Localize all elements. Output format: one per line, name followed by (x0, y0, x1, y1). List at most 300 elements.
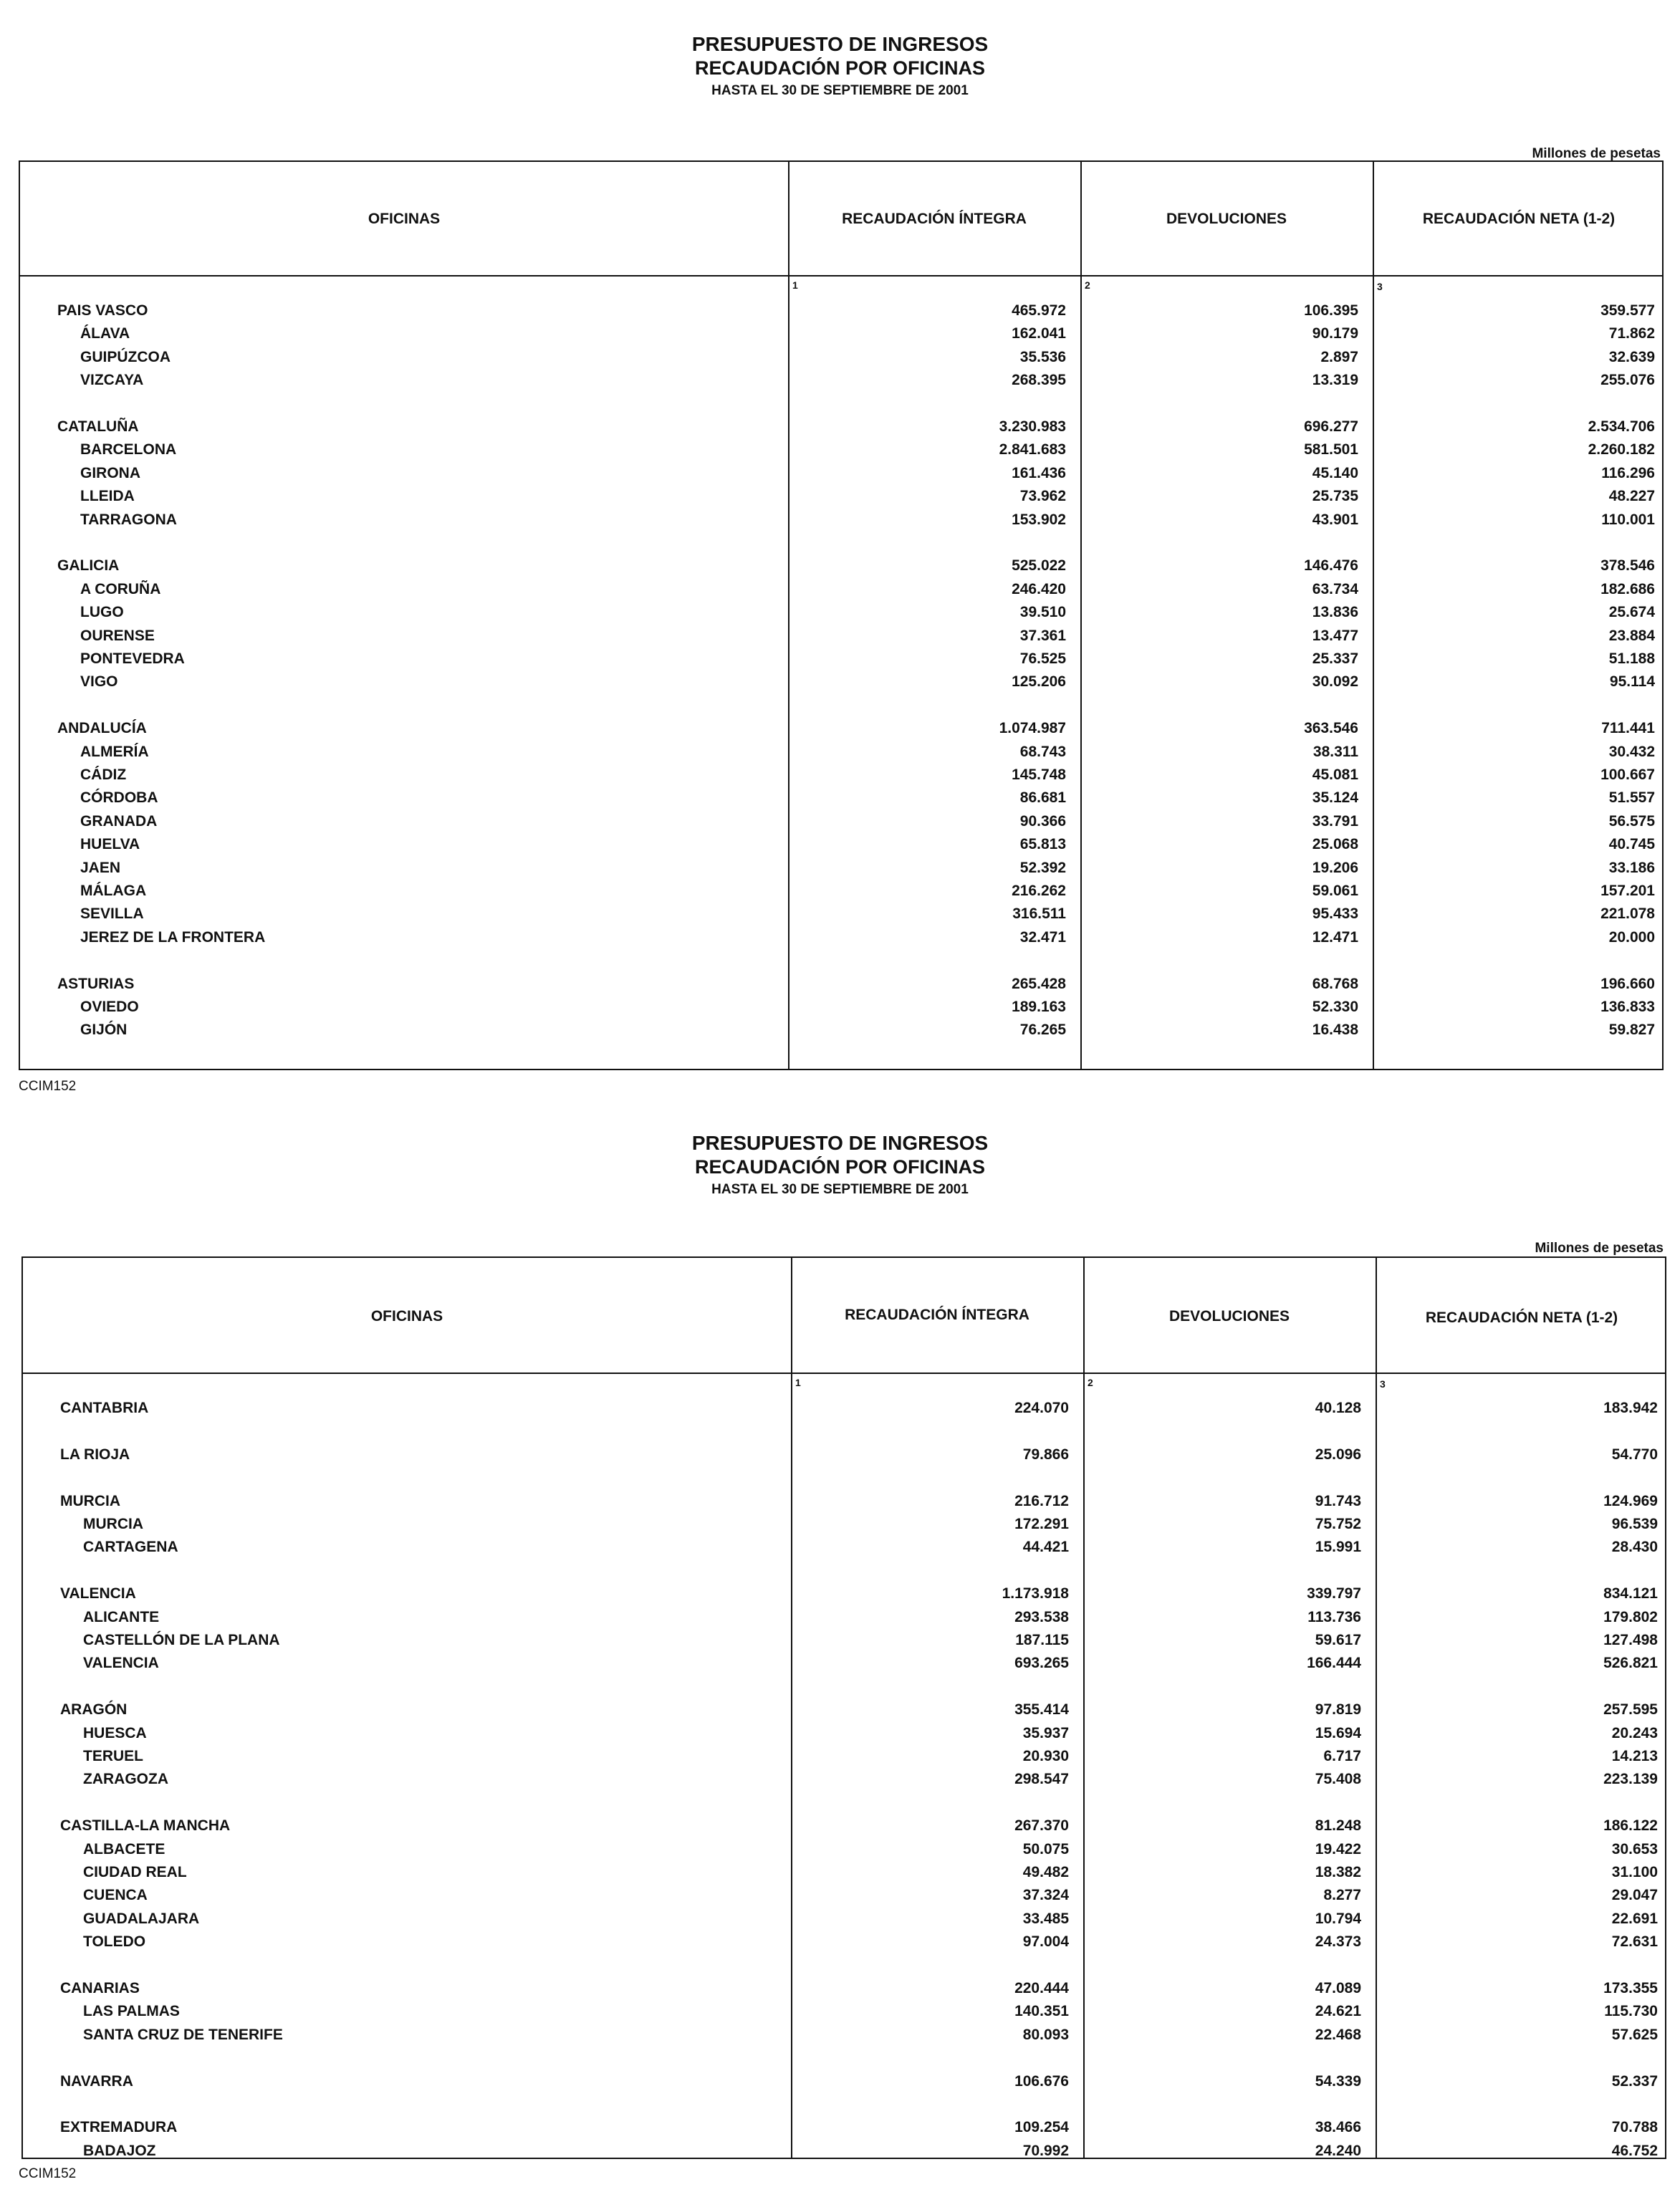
office-row (20, 929, 1662, 952)
net-revenue-value: 182.686 (1600, 580, 1655, 597)
refunds-value: 12.471 (1312, 928, 1358, 946)
report-date-line: HASTA EL 30 DE SEPTIEMBRE DE 2001 (711, 1182, 969, 1197)
report-section-2 (0, 1117, 1680, 2187)
refunds-value: 38.311 (1312, 743, 1358, 760)
office-name: CARTAGENA (83, 1539, 178, 1556)
column-number: 1 (792, 279, 798, 291)
office-row (23, 1539, 1665, 1562)
net-revenue-value: 257.595 (1603, 1701, 1658, 1719)
net-revenue-value: 95.114 (1609, 673, 1655, 691)
refunds-value: 113.736 (1307, 1608, 1361, 1625)
footer-code: CCIM152 (19, 1079, 77, 1094)
net-revenue-value: 22.691 (1611, 1910, 1658, 1927)
office-name: TARRAGONA (80, 511, 177, 528)
gross-revenue-value: 246.420 (1012, 580, 1066, 597)
office-name: SANTA CRUZ DE TENERIFE (83, 2026, 283, 2043)
office-row (20, 465, 1662, 488)
refunds-value: 18.382 (1315, 1864, 1361, 1880)
gross-revenue-value: 37.361 (1019, 627, 1066, 644)
net-revenue-value: 71.862 (1608, 325, 1655, 342)
refunds-value: 25.068 (1312, 836, 1358, 853)
office-row (20, 372, 1662, 395)
refunds-value: 30.092 (1312, 673, 1358, 691)
office-row (20, 349, 1662, 372)
header-refunds: DEVOLUCIONES (1168, 1308, 1290, 1325)
office-name: CIUDAD REAL (83, 1864, 187, 1880)
refunds-value: 8.277 (1323, 1887, 1361, 1904)
gross-revenue-value: 293.538 (1014, 1608, 1069, 1625)
office-row (20, 766, 1662, 789)
office-name: ALMERÍA (80, 743, 149, 760)
gross-revenue-value: 355.414 (1014, 1701, 1069, 1719)
office-name: VIZCAYA (80, 372, 144, 389)
refunds-value: 68.768 (1312, 975, 1358, 992)
header-divider (20, 275, 1662, 277)
office-name: GRANADA (80, 812, 158, 830)
gross-revenue-value: 79.866 (1022, 1446, 1069, 1463)
net-revenue-value: 28.430 (1611, 1539, 1658, 1556)
net-revenue-value: 70.788 (1611, 2119, 1658, 2136)
net-revenue-value: 96.539 (1611, 1516, 1658, 1532)
net-revenue-value: 378.546 (1600, 557, 1655, 575)
office-name: ÁLAVA (80, 325, 130, 342)
office-name: CÁDIZ (80, 766, 127, 783)
row-spacer (23, 1678, 1665, 1701)
office-name: MURCIA (83, 1516, 143, 1532)
office-row (23, 1841, 1665, 1864)
office-name: OURENSE (80, 627, 155, 644)
net-revenue-value: 2.534.706 (1588, 418, 1655, 435)
net-revenue-value: 72.631 (1611, 1933, 1658, 1951)
office-row (20, 883, 1662, 905)
gross-revenue-value: 44.421 (1022, 1539, 1069, 1556)
refunds-value: 90.179 (1312, 325, 1358, 342)
refunds-value: 25.735 (1312, 488, 1358, 505)
refunds-value: 15.694 (1315, 1724, 1361, 1741)
column-number: 3 (1377, 281, 1383, 292)
office-row (23, 1748, 1665, 1771)
unit-label: Millones de pesetas (1532, 146, 1661, 161)
region-row (23, 1701, 1665, 1724)
net-revenue-value: 33.186 (1608, 859, 1655, 876)
office-name: CÓRDOBA (80, 789, 158, 807)
net-revenue-value: 110.001 (1601, 511, 1655, 528)
gross-revenue-value: 316.511 (1012, 905, 1066, 923)
net-revenue-value: 51.557 (1608, 789, 1655, 807)
gross-revenue-value: 224.070 (1014, 1400, 1069, 1416)
net-revenue-value: 526.821 (1603, 1655, 1658, 1672)
refunds-value: 6.717 (1323, 1748, 1361, 1764)
refunds-value: 59.617 (1315, 1632, 1361, 1648)
net-revenue-value: 52.337 (1611, 2072, 1658, 2090)
net-revenue-value: 20.000 (1608, 928, 1655, 946)
office-name: SEVILLA (80, 905, 144, 923)
region-row (23, 1585, 1665, 1608)
office-name: VALENCIA (60, 1585, 136, 1602)
office-row (23, 1516, 1665, 1539)
region-row (23, 2073, 1665, 2096)
gross-revenue-value: 90.366 (1019, 812, 1066, 830)
row-spacer (20, 952, 1662, 975)
refunds-value: 35.124 (1312, 789, 1358, 807)
net-revenue-value: 115.730 (1604, 2003, 1658, 2020)
office-name: PAIS VASCO (57, 302, 148, 319)
office-name: OVIEDO (80, 999, 139, 1015)
gross-revenue-value: 33.485 (1022, 1910, 1069, 1927)
region-row (23, 1493, 1665, 1516)
office-row (20, 744, 1662, 766)
gross-revenue-value: 172.291 (1014, 1516, 1069, 1532)
region-row (23, 1446, 1665, 1469)
office-row (23, 1655, 1665, 1678)
net-revenue-value: 20.243 (1611, 1724, 1658, 1741)
office-name: TOLEDO (83, 1933, 146, 1951)
office-name: MÁLAGA (80, 883, 147, 899)
region-row (23, 1980, 1665, 2003)
refunds-value: 43.901 (1312, 511, 1358, 528)
footer-code: CCIM152 (19, 2166, 77, 2181)
gross-revenue-value: 37.324 (1022, 1887, 1069, 1904)
office-name: ASTURIAS (57, 975, 135, 992)
office-row (20, 581, 1662, 604)
refunds-value: 166.444 (1307, 1655, 1361, 1672)
unit-label: Millones de pesetas (1535, 1241, 1664, 1256)
gross-revenue-value: 216.262 (1012, 883, 1066, 899)
refunds-value: 33.791 (1312, 812, 1358, 830)
gross-revenue-value: 153.902 (1012, 511, 1066, 528)
office-row (20, 999, 1662, 1022)
net-revenue-value: 834.121 (1603, 1585, 1658, 1602)
row-spacer (23, 2096, 1665, 2119)
office-row (20, 441, 1662, 464)
refunds-value: 97.819 (1315, 1701, 1361, 1719)
net-revenue-value: 29.047 (1611, 1887, 1658, 1904)
office-name: HUESCA (83, 1724, 147, 1741)
column-number: 2 (1085, 279, 1090, 291)
office-row (23, 2003, 1665, 2026)
gross-revenue-value: 50.075 (1022, 1840, 1069, 1857)
gross-revenue-value: 162.041 (1012, 325, 1066, 342)
gross-revenue-value: 35.536 (1019, 348, 1066, 365)
office-name: ZARAGOZA (83, 1771, 168, 1788)
office-name: MURCIA (60, 1492, 120, 1509)
refunds-value: 22.468 (1315, 2026, 1361, 2043)
refunds-value: 15.991 (1315, 1539, 1361, 1556)
office-name: JAEN (80, 859, 121, 876)
office-name: CANTABRIA (60, 1400, 149, 1416)
refunds-value: 75.408 (1315, 1771, 1361, 1788)
net-revenue-value: 255.076 (1600, 372, 1655, 389)
office-name: LLEIDA (80, 488, 135, 505)
gross-revenue-value: 2.841.683 (999, 441, 1066, 458)
office-name: JEREZ DE LA FRONTERA (80, 928, 266, 946)
office-row (20, 789, 1662, 812)
office-row (20, 673, 1662, 696)
gross-revenue-value: 525.022 (1012, 557, 1066, 575)
refunds-value: 106.395 (1304, 302, 1358, 319)
net-revenue-value: 30.653 (1611, 1840, 1658, 1857)
net-revenue-value: 2.260.182 (1588, 441, 1655, 458)
refunds-value: 75.752 (1315, 1516, 1361, 1532)
header-offices: OFICINAS (368, 211, 441, 227)
office-name: PONTEVEDRA (80, 650, 185, 667)
net-revenue-value: 31.100 (1611, 1864, 1658, 1880)
office-name: CUENCA (83, 1887, 148, 1904)
office-row (23, 1864, 1665, 1887)
report-subtitle: RECAUDACIÓN POR OFICINAS (694, 1156, 985, 1178)
row-spacer (23, 2049, 1665, 2072)
gross-revenue-value: 220.444 (1014, 1980, 1069, 1996)
gross-revenue-value: 187.115 (1015, 1632, 1069, 1648)
office-row (23, 1887, 1665, 1910)
gross-revenue-value: 465.972 (1012, 302, 1066, 319)
refunds-value: 25.096 (1315, 1446, 1361, 1463)
net-revenue-value: 179.802 (1603, 1608, 1658, 1625)
gross-revenue-value: 268.395 (1012, 372, 1066, 389)
refunds-value: 696.277 (1304, 418, 1358, 435)
net-revenue-value: 359.577 (1600, 302, 1655, 319)
gross-revenue-value: 32.471 (1019, 928, 1066, 946)
region-row (20, 557, 1662, 580)
gross-revenue-value: 145.748 (1012, 766, 1066, 783)
refunds-value: 13.836 (1312, 604, 1358, 621)
refunds-value: 47.089 (1315, 1980, 1361, 1996)
refunds-value: 24.373 (1315, 1933, 1361, 1951)
gross-revenue-value: 189.163 (1012, 999, 1066, 1015)
office-row (20, 1022, 1662, 1044)
row-spacer (23, 1794, 1665, 1817)
gross-revenue-value: 39.510 (1019, 604, 1066, 621)
column-number: 2 (1088, 1377, 1093, 1388)
net-revenue-value: 32.639 (1608, 348, 1655, 365)
net-revenue-value: 124.969 (1603, 1492, 1658, 1509)
refunds-value: 16.438 (1312, 1022, 1358, 1039)
office-row (20, 325, 1662, 348)
office-name: A CORUÑA (80, 580, 161, 597)
report-date-line: HASTA EL 30 DE SEPTIEMBRE DE 2001 (711, 83, 969, 98)
refunds-value: 581.501 (1304, 441, 1358, 458)
net-revenue-value: 183.942 (1603, 1400, 1658, 1416)
gross-revenue-value: 65.813 (1019, 836, 1066, 853)
report-title: PRESUPUESTO DE INGRESOS (691, 33, 989, 55)
net-revenue-value: 100.667 (1600, 766, 1655, 783)
refunds-value: 339.797 (1307, 1585, 1361, 1602)
gross-revenue-value: 3.230.983 (999, 418, 1066, 435)
gross-revenue-value: 76.265 (1019, 1022, 1066, 1039)
region-row (23, 1400, 1665, 1423)
office-name: EXTREMADURA (60, 2119, 178, 2136)
office-row (20, 836, 1662, 859)
header-divider (23, 1373, 1665, 1374)
refunds-value: 13.477 (1312, 627, 1358, 644)
office-row (23, 1910, 1665, 1933)
data-table (21, 1256, 1666, 2159)
net-revenue-value: 223.139 (1603, 1771, 1658, 1788)
column-number: 3 (1380, 1378, 1386, 1390)
row-spacer (20, 697, 1662, 720)
gross-revenue-value: 267.370 (1014, 1817, 1069, 1835)
gross-revenue-value: 693.265 (1014, 1655, 1069, 1672)
office-row (23, 1632, 1665, 1655)
net-revenue-value: 57.625 (1611, 2026, 1658, 2043)
office-row (23, 2143, 1665, 2166)
net-revenue-value: 40.745 (1608, 836, 1655, 853)
data-table (19, 160, 1664, 1070)
office-row (23, 1933, 1665, 1956)
region-row (20, 720, 1662, 743)
row-spacer (23, 1469, 1665, 1492)
office-row (20, 650, 1662, 673)
office-name: VALENCIA (83, 1655, 159, 1672)
net-revenue-value: 136.833 (1600, 999, 1655, 1015)
office-name: HUELVA (80, 836, 140, 853)
row-spacer (20, 534, 1662, 557)
gross-revenue-value: 49.482 (1022, 1864, 1069, 1880)
office-name: BARCELONA (80, 441, 177, 458)
refunds-value: 363.546 (1304, 720, 1358, 737)
gross-revenue-value: 1.074.987 (999, 720, 1066, 737)
row-spacer (23, 1957, 1665, 1980)
office-row (23, 2027, 1665, 2049)
region-row (20, 302, 1662, 325)
office-name: CATALUÑA (57, 418, 139, 435)
net-revenue-value: 711.441 (1601, 720, 1655, 737)
row-spacer (23, 1423, 1665, 1446)
office-name: GIRONA (80, 464, 140, 481)
refunds-value: 54.339 (1315, 2072, 1361, 2090)
office-name: LA RIOJA (60, 1446, 130, 1463)
header-net-revenue: RECAUDACIÓN NETA (1-2) (1425, 1309, 1618, 1326)
office-row (20, 511, 1662, 534)
report-title: PRESUPUESTO DE INGRESOS (691, 1132, 989, 1154)
refunds-value: 59.061 (1312, 883, 1358, 899)
net-revenue-value: 221.078 (1600, 905, 1655, 923)
gross-revenue-value: 80.093 (1022, 2026, 1069, 2043)
gross-revenue-value: 76.525 (1019, 650, 1066, 667)
gross-revenue-value: 109.254 (1014, 2119, 1069, 2136)
gross-revenue-value: 125.206 (1012, 673, 1066, 691)
refunds-value: 2.897 (1320, 348, 1358, 365)
office-name: LUGO (80, 604, 124, 621)
header-gross-revenue: RECAUDACIÓN ÍNTEGRA (845, 1307, 1029, 1323)
net-revenue-value: 116.296 (1601, 464, 1655, 481)
net-revenue-value: 196.660 (1600, 975, 1655, 992)
refunds-value: 91.743 (1315, 1492, 1361, 1509)
office-name: BADAJOZ (83, 2142, 156, 2159)
refunds-value: 24.621 (1315, 2003, 1361, 2020)
refunds-value: 81.248 (1315, 1817, 1361, 1835)
office-name: ALICANTE (83, 1608, 160, 1625)
report-subtitle: RECAUDACIÓN POR OFICINAS (694, 57, 985, 79)
net-revenue-value: 56.575 (1608, 812, 1655, 830)
gross-revenue-value: 70.992 (1022, 2142, 1069, 2159)
office-name: GIJÓN (80, 1022, 128, 1039)
row-spacer (23, 1562, 1665, 1585)
net-revenue-value: 186.122 (1603, 1817, 1658, 1835)
office-row (20, 860, 1662, 883)
refunds-value: 25.337 (1312, 650, 1358, 667)
office-row (20, 813, 1662, 836)
office-name: GUIPÚZCOA (80, 348, 171, 365)
office-name: ANDALUCÍA (57, 720, 147, 737)
gross-revenue-value: 35.937 (1022, 1724, 1069, 1741)
region-row (23, 2119, 1665, 2142)
net-revenue-value: 25.674 (1608, 604, 1655, 621)
gross-revenue-value: 68.743 (1019, 743, 1066, 760)
net-revenue-value: 30.432 (1608, 743, 1655, 760)
gross-revenue-value: 161.436 (1012, 464, 1066, 481)
office-row (20, 488, 1662, 511)
gross-revenue-value: 20.930 (1022, 1748, 1069, 1764)
gross-revenue-value: 106.676 (1014, 2072, 1069, 2090)
net-revenue-value: 51.188 (1608, 650, 1655, 667)
gross-revenue-value: 140.351 (1014, 2003, 1069, 2020)
refunds-value: 24.240 (1315, 2142, 1361, 2159)
office-row (23, 1609, 1665, 1632)
refunds-value: 45.081 (1312, 766, 1358, 783)
office-row (23, 1771, 1665, 1794)
office-row (20, 628, 1662, 650)
net-revenue-value: 127.498 (1603, 1632, 1658, 1648)
column-number: 1 (795, 1377, 801, 1388)
net-revenue-value: 23.884 (1608, 627, 1655, 644)
refunds-value: 19.422 (1315, 1840, 1361, 1857)
office-row (23, 1725, 1665, 1748)
refunds-value: 38.466 (1315, 2119, 1361, 2136)
net-revenue-value: 14.213 (1611, 1748, 1658, 1764)
office-name: LAS PALMAS (83, 2003, 180, 2020)
office-name: CASTILLA-LA MANCHA (60, 1817, 231, 1835)
refunds-value: 40.128 (1315, 1400, 1361, 1416)
gross-revenue-value: 1.173.918 (1002, 1585, 1069, 1602)
refunds-value: 45.140 (1312, 464, 1358, 481)
refunds-value: 146.476 (1304, 557, 1358, 575)
office-name: NAVARRA (60, 2072, 133, 2090)
office-name: GALICIA (57, 557, 120, 575)
gross-revenue-value: 97.004 (1022, 1933, 1069, 1951)
net-revenue-value: 48.227 (1608, 488, 1655, 505)
region-row (20, 976, 1662, 999)
gross-revenue-value: 265.428 (1012, 975, 1066, 992)
net-revenue-value: 46.752 (1611, 2142, 1658, 2159)
gross-revenue-value: 86.681 (1019, 789, 1066, 807)
gross-revenue-value: 216.712 (1014, 1492, 1069, 1509)
office-row (20, 604, 1662, 627)
net-revenue-value: 157.201 (1600, 883, 1655, 899)
refunds-value: 10.794 (1315, 1910, 1361, 1927)
office-row (20, 905, 1662, 928)
office-name: ARAGÓN (60, 1701, 128, 1719)
header-refunds: DEVOLUCIONES (1166, 211, 1287, 227)
office-name: CANARIAS (60, 1980, 140, 1996)
gross-revenue-value: 298.547 (1014, 1771, 1069, 1788)
region-row (20, 418, 1662, 441)
net-revenue-value: 59.827 (1608, 1022, 1655, 1039)
row-spacer (20, 395, 1662, 418)
header-net-revenue: RECAUDACIÓN NETA (1-2) (1422, 211, 1616, 227)
gross-revenue-value: 52.392 (1019, 859, 1066, 876)
refunds-value: 52.330 (1312, 999, 1358, 1015)
net-revenue-value: 173.355 (1603, 1980, 1658, 1996)
refunds-value: 63.734 (1312, 580, 1358, 597)
office-name: VIGO (80, 673, 118, 691)
refunds-value: 19.206 (1312, 859, 1358, 876)
office-name: GUADALAJARA (83, 1910, 200, 1927)
office-name: TERUEL (83, 1748, 143, 1764)
refunds-value: 13.319 (1312, 372, 1358, 389)
office-name: ALBACETE (83, 1840, 165, 1857)
header-gross-revenue: RECAUDACIÓN ÍNTEGRA (842, 211, 1027, 227)
